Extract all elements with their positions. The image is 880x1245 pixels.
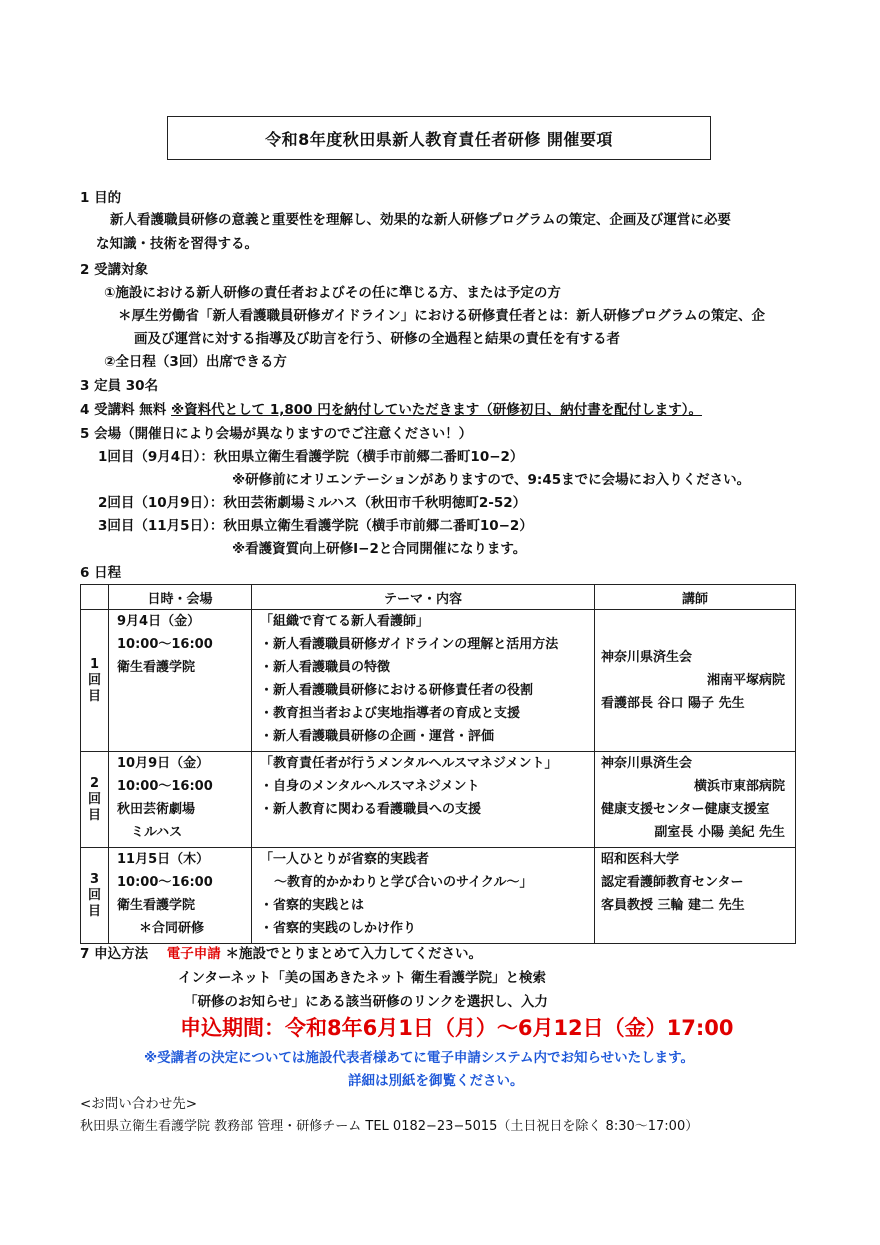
section-7-line2: インターネット「美の国あきたネット 衛生看護学院」と検索	[178, 970, 546, 986]
schedule-table	[80, 584, 796, 944]
section-1-body-line1: 新人看護職員研修の意義と重要性を理解し、効果的な新人研修プログラムの策定、企画及び運営に必要	[110, 212, 731, 228]
venue-3: 3回目（11月5日）：秋田県立衛生看護学院（横手市前郷二番町10−2）	[98, 518, 533, 534]
header-blank	[81, 585, 109, 610]
section-5-heading: 5 会場（開催日により会場が異なりますのでご注意ください！）	[80, 426, 473, 442]
row-2-date: 10月9日（金） 10:00〜16:00 秋田芸術劇場 ミルハス	[109, 752, 252, 848]
section-2-item1: ①施設における新人研修の責任者およびその任に準じる方、または予定の方	[104, 285, 561, 301]
method-note: ＊施設でとりまとめて入力してください。	[225, 946, 482, 962]
row-1-lecturer: 神奈川県済生会 湘南平塚病院 看護部長 谷口 陽子 先生	[595, 610, 796, 752]
section-2-note-line2: 画及び運営に対する指導及び助言を行う、研修の全過程と結果の責任を有する者	[134, 331, 620, 347]
section-1-body-line2: な知識・技術を習得する。	[96, 236, 258, 252]
page-title: 令和8年度秋田県新人教育責任者研修 開催要項	[167, 116, 711, 160]
row-3-label: 3 回 目	[81, 848, 109, 944]
venue-2: 2回目（10月9日）：秋田芸術劇場ミルハス（秋田市千秋明徳町2-52）	[98, 495, 527, 511]
row-2-themes: 「教育責任者が行うメンタルヘルスマネジメント」 ・自身のメンタルヘルスマネジメント ・新人教育に関わる看護職員への支援	[252, 752, 595, 848]
header-datetime: 日時・会場	[109, 585, 252, 610]
section-7-heading	[80, 944, 482, 964]
section-1-heading: 1 目的	[80, 190, 122, 206]
contact-text: 秋田県立衛生看護学院 教務部 管理・研修チーム TEL 0182−23−5015（土日祝日を除く 8:30〜17:00）	[80, 1119, 699, 1134]
notice-line1: ※受講者の決定については施設代表者様あてに電子申請システム内でお知らせいたします。	[144, 1050, 695, 1066]
method-electronic: 電子申請	[166, 946, 221, 962]
row-1-date: 9月4日（金） 10:00〜16:00 衛生看護学院	[109, 610, 252, 752]
notice-line2: 詳細は別紙を御覧ください。	[348, 1073, 524, 1089]
fee-label: 4 受講料 無料	[80, 402, 171, 418]
section-7-line3: 「研修のお知らせ」にある該当研修のリンクを選択し、入力	[184, 994, 548, 1010]
row-3-date: 11月5日（木） 10:00〜16:00 衛生看護学院 ＊合同研修	[109, 848, 252, 944]
schedule-row-1	[81, 610, 796, 752]
venue-1-note: ※研修前にオリエンテーションがありますので、9:45までに会場にお入りください。	[232, 472, 751, 488]
schedule-header-row	[81, 585, 796, 610]
row-1-label: 1 回 目	[81, 610, 109, 752]
row-3-lecturer: 昭和医科大学 認定看護師教育センター 客員教授 三輪 建二 先生	[595, 848, 796, 944]
venue-1: 1回目（9月4日）：秋田県立衛生看護学院（横手市前郷二番町10−2）	[98, 449, 524, 465]
section-2-note-line1: ＊厚生労働省「新人看護職員研修ガイドライン」における研修責任者とは：新人研修プログラムの策定、企	[118, 308, 766, 324]
section-4-fee	[80, 400, 702, 420]
row-2-lecturer: 神奈川県済生会 横浜市東部病院 健康支援センター健康支援室 副室長 小陽 美紀 先生	[595, 752, 796, 848]
section-2-item2: ②全日程（3回）出席できる方	[104, 354, 287, 370]
schedule-row-2	[81, 752, 796, 848]
header-lecturer: 講師	[595, 585, 796, 610]
venue-3-note: ※看護資質向上研修Ⅰ−2と合同開催になります。	[232, 541, 527, 557]
schedule-row-3	[81, 848, 796, 944]
row-2-label: 2 回 目	[81, 752, 109, 848]
section-3-capacity: 3 定員 30名	[80, 378, 159, 394]
fee-note: ※資料代として 1,800 円を納付していただきます（研修初日、納付書を配付します）。	[171, 402, 702, 418]
application-period: 申込期間：令和8年6月1日（月）〜6月12日（金）17:00	[180, 1016, 734, 1040]
section-7-label: 7 申込方法	[80, 946, 149, 962]
section-6-heading: 6 日程	[80, 565, 122, 581]
row-1-themes: 「組織で育てる新人看護師」 ・新人看護職員研修ガイドラインの理解と活用方法 ・新人看護職員の特徴 ・新人看護職員研修における研修責任者の役割 ・教育担当者および実地指導者の育成と支援 ・新人看護職員研修の企画・運営・評価	[252, 610, 595, 752]
contact-heading: <お問い合わせ先>	[80, 1096, 198, 1112]
header-theme: テーマ・内容	[252, 585, 595, 610]
section-2-heading: 2 受講対象	[80, 262, 149, 278]
row-3-themes: 「一人ひとりが省察的実践者 〜教育的かかわりと学び合いのサイクル〜」 ・省察的実践とは ・省察的実践のしかけ作り	[252, 848, 595, 944]
